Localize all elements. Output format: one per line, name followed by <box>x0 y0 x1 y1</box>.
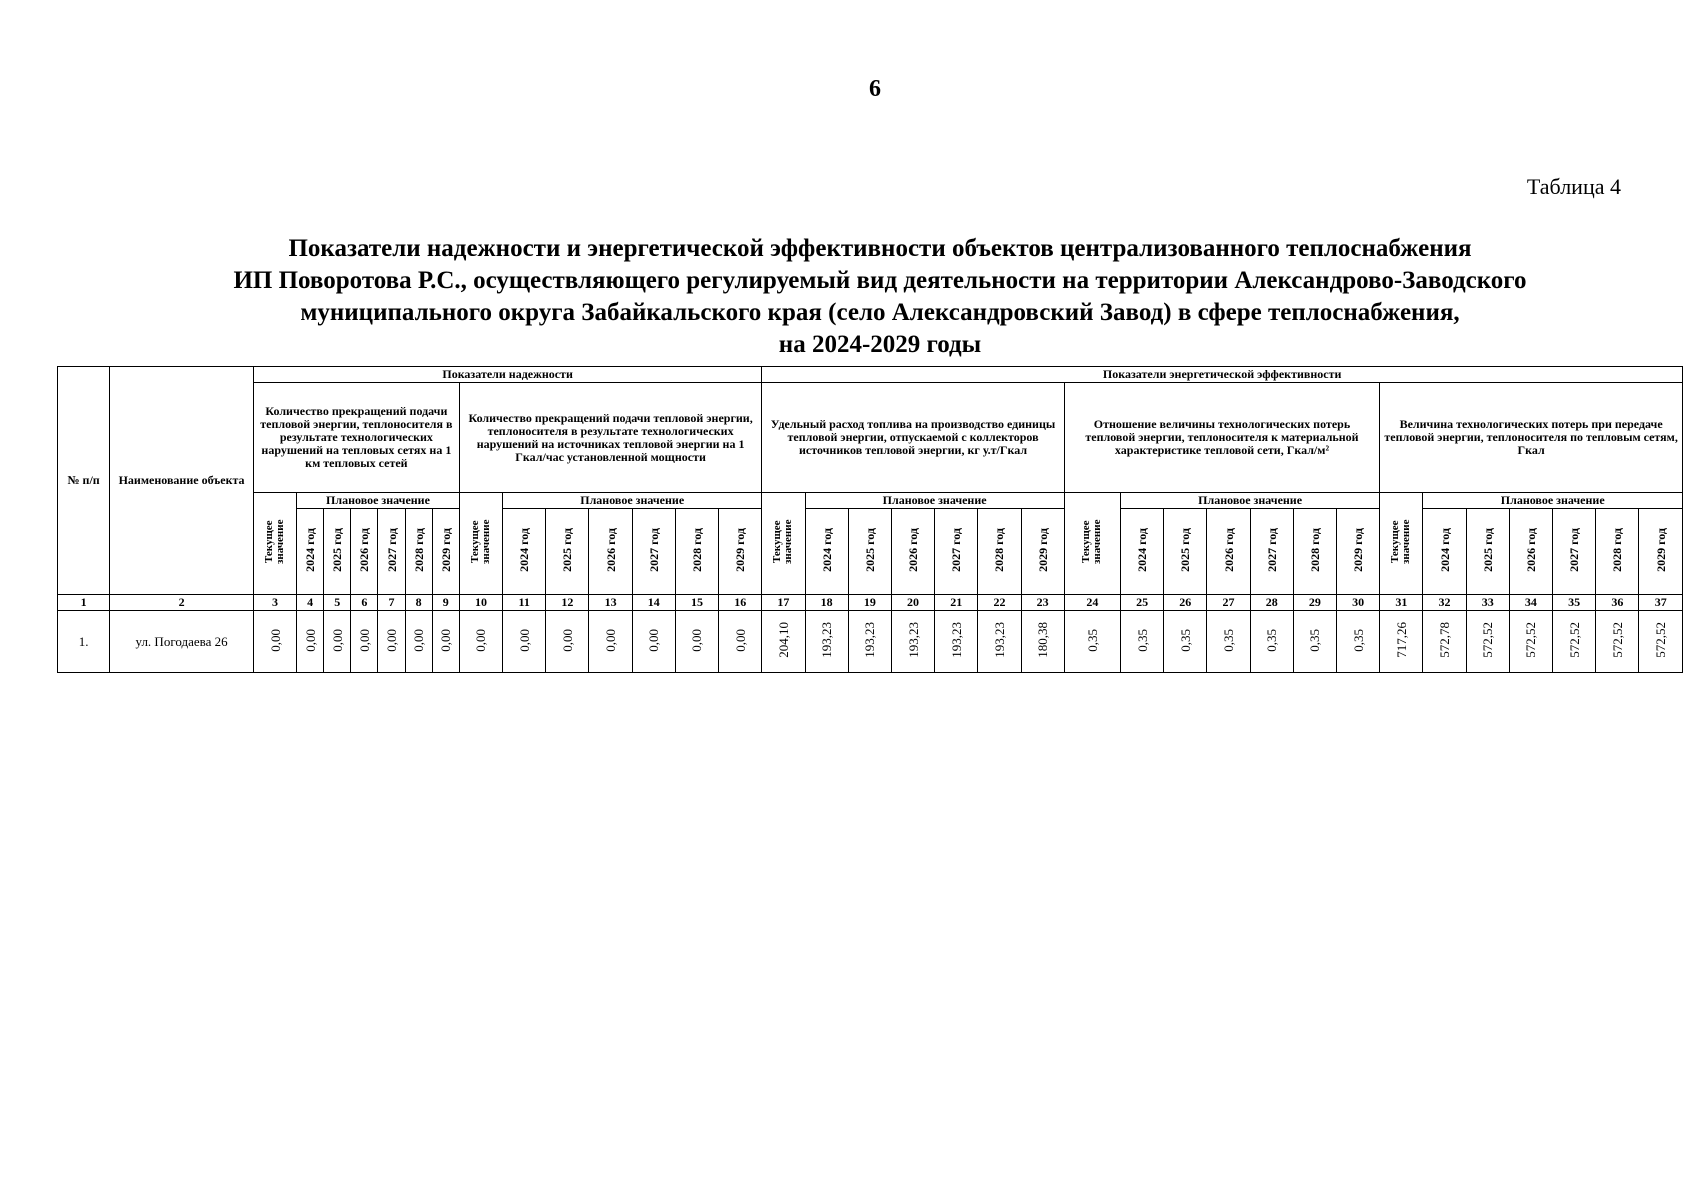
column-number: 31 <box>1380 595 1423 611</box>
value-text: 0,00 <box>411 628 427 652</box>
value-cell <box>675 611 718 673</box>
value-cell <box>1064 611 1120 673</box>
year-label: 2028 год <box>992 528 1007 572</box>
year-header <box>324 509 351 595</box>
group-header-technological-losses: Величина технологических потерь при передаче тепловой энергии, теплоносителя по тепловым сетям, Гкал <box>1380 383 1683 493</box>
header-object-name: Наименование объекта <box>110 367 254 595</box>
value-cell <box>1553 611 1596 673</box>
current-value-header <box>762 493 805 595</box>
value-text: 572,52 <box>1523 622 1539 658</box>
year-label: 2026 год <box>357 528 372 572</box>
value-cell <box>1466 611 1509 673</box>
value-cell <box>1423 611 1466 673</box>
value-text: 0,00 <box>603 628 619 652</box>
year-label: 2029 год <box>438 528 453 572</box>
column-number: 16 <box>719 595 762 611</box>
column-number: 25 <box>1121 595 1164 611</box>
value-text: 572,52 <box>1609 622 1625 658</box>
year-header <box>351 509 378 595</box>
year-header <box>1293 509 1336 595</box>
value-text: 0,00 <box>302 628 318 652</box>
value-text: 0,00 <box>646 628 662 652</box>
year-header <box>632 509 675 595</box>
current-value-label: Текущее значение <box>771 519 795 565</box>
value-cell <box>253 611 296 673</box>
current-value-label: Текущее значение <box>1389 519 1413 565</box>
value-cell <box>1293 611 1336 673</box>
value-cell <box>762 611 805 673</box>
value-text: 0,35 <box>1084 628 1100 652</box>
value-text: 0,00 <box>384 628 400 652</box>
value-cell <box>351 611 378 673</box>
value-cell <box>719 611 762 673</box>
year-header <box>848 509 891 595</box>
column-number: 21 <box>935 595 978 611</box>
year-header <box>1021 509 1064 595</box>
value-cell <box>1021 611 1064 673</box>
year-label: 2025 год <box>1178 528 1193 572</box>
column-number: 1 <box>58 595 110 611</box>
value-cell <box>1639 611 1683 673</box>
value-text: 0,00 <box>267 628 283 652</box>
year-header <box>978 509 1021 595</box>
value-cell <box>589 611 632 673</box>
year-header <box>378 509 405 595</box>
planned-value-header: Плановое значение <box>503 493 762 509</box>
year-header <box>1337 509 1380 595</box>
column-number: 29 <box>1293 595 1336 611</box>
column-number: 34 <box>1509 595 1552 611</box>
year-label: 2026 год <box>1523 528 1538 572</box>
value-text: 193,23 <box>948 622 964 658</box>
value-text: 572,52 <box>1566 622 1582 658</box>
current-value-label: Текущее значение <box>263 519 286 565</box>
value-cell <box>324 611 351 673</box>
year-header <box>1596 509 1639 595</box>
page-number: 6 <box>869 76 881 102</box>
planned-value-header: Плановое значение <box>805 493 1064 509</box>
year-header <box>1553 509 1596 595</box>
year-header <box>675 509 718 595</box>
year-header <box>1207 509 1250 595</box>
value-cell <box>378 611 405 673</box>
year-header <box>1164 509 1207 595</box>
year-header <box>719 509 762 595</box>
current-value-header <box>253 493 296 595</box>
current-value-label: Текущее значение <box>1080 519 1104 565</box>
year-header <box>546 509 589 595</box>
column-number: 20 <box>891 595 934 611</box>
value-cell <box>1250 611 1293 673</box>
column-number: 2 <box>110 595 254 611</box>
year-label: 2028 год <box>689 528 704 572</box>
year-header <box>503 509 546 595</box>
column-number: 12 <box>546 595 589 611</box>
year-label: 2027 год <box>646 528 661 572</box>
value-cell <box>432 611 459 673</box>
column-number: 28 <box>1250 595 1293 611</box>
year-header <box>405 509 432 595</box>
column-number: 13 <box>589 595 632 611</box>
value-text: 0,00 <box>516 628 532 652</box>
year-label: 2024 год <box>819 528 834 572</box>
value-cell <box>546 611 589 673</box>
current-value-header <box>1380 493 1423 595</box>
year-header <box>935 509 978 595</box>
value-text: 193,23 <box>991 622 1007 658</box>
value-text: 0,35 <box>1264 628 1280 652</box>
year-header <box>891 509 934 595</box>
column-number: 15 <box>675 595 718 611</box>
year-label: 2029 год <box>1035 528 1050 572</box>
column-number: 32 <box>1423 595 1466 611</box>
column-number: 4 <box>297 595 324 611</box>
current-value-label: Текущее значение <box>468 519 492 565</box>
year-label: 2027 год <box>1264 528 1279 572</box>
column-number: 35 <box>1553 595 1596 611</box>
value-cell <box>1121 611 1164 673</box>
planned-value-header: Плановое значение <box>1121 493 1380 509</box>
column-number: 14 <box>632 595 675 611</box>
value-text: 0,35 <box>1307 628 1323 652</box>
value-text: 0,35 <box>1350 628 1366 652</box>
value-cell <box>1207 611 1250 673</box>
value-text: 0,00 <box>732 628 748 652</box>
title-line: ИП Поворотова Р.С., осуществляющего регулируемый вид деятельности на территории Александрово-Заводского <box>233 267 1527 294</box>
title-line: на 2024-2029 годы <box>778 331 982 358</box>
value-cell <box>805 611 848 673</box>
row-number: 1. <box>58 611 110 673</box>
year-header <box>1509 509 1552 595</box>
year-header <box>1250 509 1293 595</box>
year-label: 2029 год <box>1351 528 1366 572</box>
current-value-header <box>1064 493 1120 595</box>
year-header <box>432 509 459 595</box>
value-text: 0,00 <box>356 628 372 652</box>
year-label: 2028 год <box>1610 528 1625 572</box>
year-label: 2024 год <box>303 528 318 572</box>
value-cell <box>1509 611 1552 673</box>
value-text: 193,23 <box>905 622 921 658</box>
column-number: 8 <box>405 595 432 611</box>
current-value-header <box>459 493 502 595</box>
object-name: ул. Погодаева 26 <box>110 611 254 673</box>
value-text: 717,26 <box>1393 622 1409 658</box>
column-number: 10 <box>459 595 502 611</box>
year-label: 2024 год <box>517 528 532 572</box>
table-label: Таблица 4 <box>1526 174 1621 199</box>
column-number: 19 <box>848 595 891 611</box>
reliability-header: Показатели надежности <box>253 367 761 383</box>
value-text: 180,38 <box>1035 622 1051 658</box>
year-label: 2028 год <box>1307 528 1322 572</box>
group-header-source-interruptions: Количество прекращений подачи тепловой энергии, теплоносителя в результате технологических нарушений на источниках тепловой энергии на 1 Гкал/час установленной мощности <box>459 383 761 493</box>
value-cell <box>848 611 891 673</box>
year-label: 2025 год <box>330 528 345 572</box>
year-header <box>805 509 848 595</box>
value-text: 572,52 <box>1480 622 1496 658</box>
column-number: 24 <box>1064 595 1120 611</box>
title-line: Показатели надежности и энергетической эффективности объектов централизованного теплоснабжения <box>288 235 1472 262</box>
value-text: 0,35 <box>1177 628 1193 652</box>
column-number: 30 <box>1337 595 1380 611</box>
year-label: 2027 год <box>949 528 964 572</box>
year-label: 2029 год <box>1653 528 1668 572</box>
group-header-network-interruptions: Количество прекращений подачи тепловой энергии, теплоносителя в результате технологических нарушений на тепловых сетях на 1 км тепловых сетей <box>253 383 459 493</box>
column-number: 17 <box>762 595 805 611</box>
value-text: 193,23 <box>862 622 878 658</box>
year-label: 2026 год <box>1221 528 1236 572</box>
value-cell <box>503 611 546 673</box>
efficiency-header: Показатели энергетической эффективности <box>762 367 1683 383</box>
value-text: 0,00 <box>473 628 489 652</box>
value-text: 572,52 <box>1653 622 1669 658</box>
value-text: 0,00 <box>689 628 705 652</box>
group-header-fuel-consumption: Удельный расход топлива на производство единицы тепловой энергии, отпускаемой с коллекторов источников тепловой энергии, кг у.т/Гкал <box>762 383 1064 493</box>
year-header <box>1466 509 1509 595</box>
value-text: 572,78 <box>1437 622 1453 658</box>
value-cell <box>297 611 324 673</box>
header-num: № п/п <box>58 367 110 595</box>
value-cell <box>1164 611 1207 673</box>
year-header <box>1639 509 1683 595</box>
column-number: 33 <box>1466 595 1509 611</box>
column-number: 7 <box>378 595 405 611</box>
year-label: 2029 год <box>733 528 748 572</box>
year-label: 2025 год <box>1480 528 1495 572</box>
year-header <box>1423 509 1466 595</box>
value-cell <box>1380 611 1423 673</box>
column-number: 18 <box>805 595 848 611</box>
column-number: 22 <box>978 595 1021 611</box>
year-label: 2024 год <box>1437 528 1452 572</box>
column-number: 27 <box>1207 595 1250 611</box>
column-number: 5 <box>324 595 351 611</box>
year-label: 2026 год <box>603 528 618 572</box>
column-number: 3 <box>253 595 296 611</box>
value-cell <box>978 611 1021 673</box>
value-cell <box>1337 611 1380 673</box>
value-text: 0,35 <box>1221 628 1236 652</box>
value-text: 193,23 <box>819 622 835 658</box>
column-number: 26 <box>1164 595 1207 611</box>
group-header-loss-ratio: Отношение величины технологических потерь тепловой энергии, теплоносителя к материальной характеристике тепловой сети, Гкал/м² <box>1064 383 1379 493</box>
value-text: 0,00 <box>559 628 575 652</box>
year-label: 2026 год <box>906 528 921 572</box>
year-label: 2025 год <box>862 528 877 572</box>
value-text: 0,00 <box>438 628 454 652</box>
planned-value-header: Плановое значение <box>297 493 460 509</box>
year-label: 2027 год <box>384 528 399 572</box>
indicators-table <box>57 366 1683 673</box>
value-cell <box>935 611 978 673</box>
value-cell <box>459 611 502 673</box>
value-cell <box>1596 611 1639 673</box>
year-header <box>1121 509 1164 595</box>
column-number: 9 <box>432 595 459 611</box>
column-number: 36 <box>1596 595 1639 611</box>
year-header <box>589 509 632 595</box>
year-header <box>297 509 324 595</box>
year-label: 2027 год <box>1567 528 1582 572</box>
value-cell <box>405 611 432 673</box>
year-label: 2025 год <box>560 528 575 572</box>
column-number: 23 <box>1021 595 1064 611</box>
column-number: 37 <box>1639 595 1683 611</box>
value-text: 0,00 <box>329 628 345 652</box>
document-title <box>180 233 1580 361</box>
planned-value-header: Плановое значение <box>1423 493 1683 509</box>
year-label: 2028 год <box>411 528 426 572</box>
value-text: 0,35 <box>1134 628 1150 652</box>
column-number: 6 <box>351 595 378 611</box>
value-cell <box>632 611 675 673</box>
column-number: 11 <box>503 595 546 611</box>
value-cell <box>891 611 934 673</box>
value-text: 204,10 <box>775 622 791 658</box>
title-line: муниципального округа Забайкальского края (село Александровский Завод) в сфере теплоснабжения, <box>300 299 1460 326</box>
year-label: 2024 год <box>1135 528 1150 572</box>
